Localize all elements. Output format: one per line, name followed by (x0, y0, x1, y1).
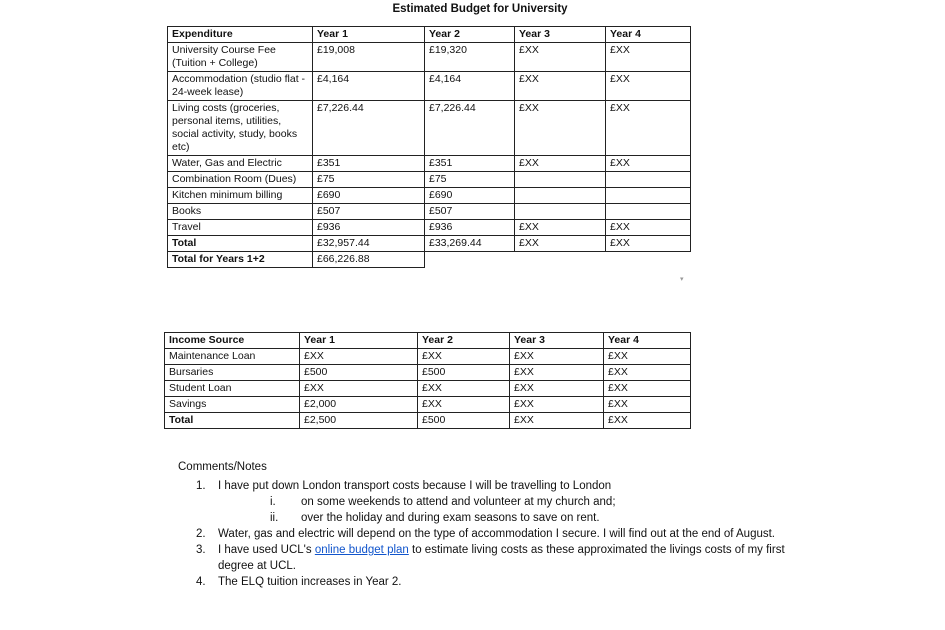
table-cell: £2,000 (300, 397, 418, 413)
table-cell: £XX (510, 365, 604, 381)
table-cell: £XX (510, 381, 604, 397)
row-label: Travel (168, 220, 313, 236)
table-cell: £XX (606, 220, 691, 236)
row-label: Books (168, 204, 313, 220)
table-cell: £XX (606, 156, 691, 172)
empty-cell (425, 252, 515, 268)
table-row (168, 72, 691, 101)
note-item (178, 542, 798, 574)
table-cell: £XX (510, 349, 604, 365)
table-cell: £7,226.44 (425, 101, 515, 156)
header-cell: Year 4 (604, 333, 691, 349)
row-label: Savings (165, 397, 300, 413)
table-row (168, 172, 691, 188)
table-cell: £XX (510, 397, 604, 413)
online-budget-plan-link[interactable]: online budget plan (314, 544, 409, 556)
note-item (178, 526, 798, 542)
row-label: Bursaries (165, 365, 300, 381)
table-cell: £66,226.88 (313, 252, 425, 268)
note-text: Water, gas and electric will depend on the type of accommodation I secure. I will find out at the end of August. (218, 528, 776, 540)
table-cell: £XX (604, 349, 691, 365)
row-label: Living costs (groceries, personal items, utilities, social activity, study, books etc) (168, 101, 313, 156)
table-row (168, 156, 691, 172)
table-cell: £33,269.44 (425, 236, 515, 252)
table-cell (606, 172, 691, 188)
table-cell (606, 204, 691, 220)
note-text-after: to estimate living costs as these approximated the livings costs of my first degree at UCL. (218, 544, 785, 572)
table-cell: £2,500 (300, 413, 418, 429)
document-title: Estimated Budget for University (392, 3, 568, 15)
table-cell: £19,320 (425, 43, 515, 72)
note-number: 4. (196, 576, 206, 588)
table-cell: £500 (300, 365, 418, 381)
table-cell: £XX (418, 397, 510, 413)
sub-item-number: i. (270, 496, 276, 508)
note-number: 3. (196, 544, 206, 556)
table-cell: £XX (300, 349, 418, 365)
row-label: Kitchen minimum billing (168, 188, 313, 204)
table-cell: £936 (313, 220, 425, 236)
note-text: I have put down London transport costs because I will be travelling to London (218, 480, 612, 492)
table-cell (515, 188, 606, 204)
table-cell: £936 (425, 220, 515, 236)
table-cell: £75 (313, 172, 425, 188)
table-cell: £XX (604, 381, 691, 397)
table-cell: £500 (418, 365, 510, 381)
header-cell: Year 1 (313, 27, 425, 43)
table-cell: £690 (425, 188, 515, 204)
table-cell: £XX (606, 43, 691, 72)
table-row (165, 397, 691, 413)
table-cell: £19,008 (313, 43, 425, 72)
table-cell: £507 (313, 204, 425, 220)
table-cell: £351 (313, 156, 425, 172)
row-label: Water, Gas and Electric (168, 156, 313, 172)
total-row (165, 413, 691, 429)
header-cell: Year 3 (515, 27, 606, 43)
note-text: The ELQ tuition increases in Year 2. (218, 576, 402, 588)
table-cell: £75 (425, 172, 515, 188)
row-label: Maintenance Loan (165, 349, 300, 365)
total-row (168, 236, 691, 252)
income-table (164, 332, 691, 429)
row-label: Total (165, 413, 300, 429)
table-cell: £XX (515, 72, 606, 101)
table-cell: £XX (606, 101, 691, 156)
table-cell (515, 204, 606, 220)
table-cell: £XX (515, 101, 606, 156)
table-cell: £XX (515, 43, 606, 72)
table-cell: £507 (425, 204, 515, 220)
table-cell: £XX (606, 72, 691, 101)
table-cell: £32,957.44 (313, 236, 425, 252)
table-row (168, 204, 691, 220)
empty-cell (515, 252, 606, 268)
sub-item-text: on some weekends to attend and volunteer at my church and; (301, 496, 616, 508)
empty-cell (606, 252, 691, 268)
notes-section (178, 459, 798, 590)
table-cell: £7,226.44 (313, 101, 425, 156)
table-row (165, 365, 691, 381)
note-item (178, 574, 798, 590)
row-label: Accommodation (studio flat - 24-week lease) (168, 72, 313, 101)
header-cell: Year 4 (606, 27, 691, 43)
table-row (168, 43, 691, 72)
table-cell: £690 (313, 188, 425, 204)
table-cell: £XX (510, 413, 604, 429)
table-cell: £XX (515, 220, 606, 236)
header-cell: Income Source (165, 333, 300, 349)
header-cell: Year 1 (300, 333, 418, 349)
table-cell: £XX (606, 236, 691, 252)
table-cell (515, 172, 606, 188)
header-cell: Expenditure (168, 27, 313, 43)
table-row (168, 101, 691, 156)
table-cell: £XX (515, 236, 606, 252)
note-sub-item (178, 510, 798, 526)
note-item (178, 478, 798, 494)
table-row (165, 381, 691, 397)
row-label: Student Loan (165, 381, 300, 397)
note-text-before: I have used UCL's (218, 544, 315, 556)
table-row (168, 188, 691, 204)
expenditure-header-row (168, 27, 691, 43)
row-label: Total for Years 1+2 (168, 252, 313, 268)
table-cell: £351 (425, 156, 515, 172)
row-label: Combination Room (Dues) (168, 172, 313, 188)
note-number: 2. (196, 528, 206, 540)
table-row (165, 349, 691, 365)
income-header-row (165, 333, 691, 349)
grand-total-row (168, 252, 691, 268)
table-cell: £XX (418, 349, 510, 365)
header-cell: Year 3 (510, 333, 604, 349)
sub-item-number: ii. (270, 512, 279, 524)
table-row (168, 220, 691, 236)
notes-heading: Comments/Notes (178, 461, 267, 473)
row-label: University Course Fee (Tuition + College) (168, 43, 313, 72)
note-number: 1. (196, 480, 206, 492)
table-cell: £XX (604, 365, 691, 381)
table-cell: £XX (604, 397, 691, 413)
table-cell: £XX (515, 156, 606, 172)
sub-item-text: over the holiday and during exam seasons to save on rent. (301, 512, 600, 524)
table-cell: £500 (418, 413, 510, 429)
table-cell: £4,164 (313, 72, 425, 101)
table-cell: £4,164 (425, 72, 515, 101)
note-sub-item (178, 494, 798, 510)
expenditure-table (167, 26, 691, 268)
cell-dropdown-caret-icon: ▾ (680, 276, 684, 283)
header-cell: Year 2 (418, 333, 510, 349)
row-label: Total (168, 236, 313, 252)
table-cell: £XX (418, 381, 510, 397)
table-cell (606, 188, 691, 204)
table-cell: £XX (300, 381, 418, 397)
table-cell: £XX (604, 413, 691, 429)
header-cell: Year 2 (425, 27, 515, 43)
